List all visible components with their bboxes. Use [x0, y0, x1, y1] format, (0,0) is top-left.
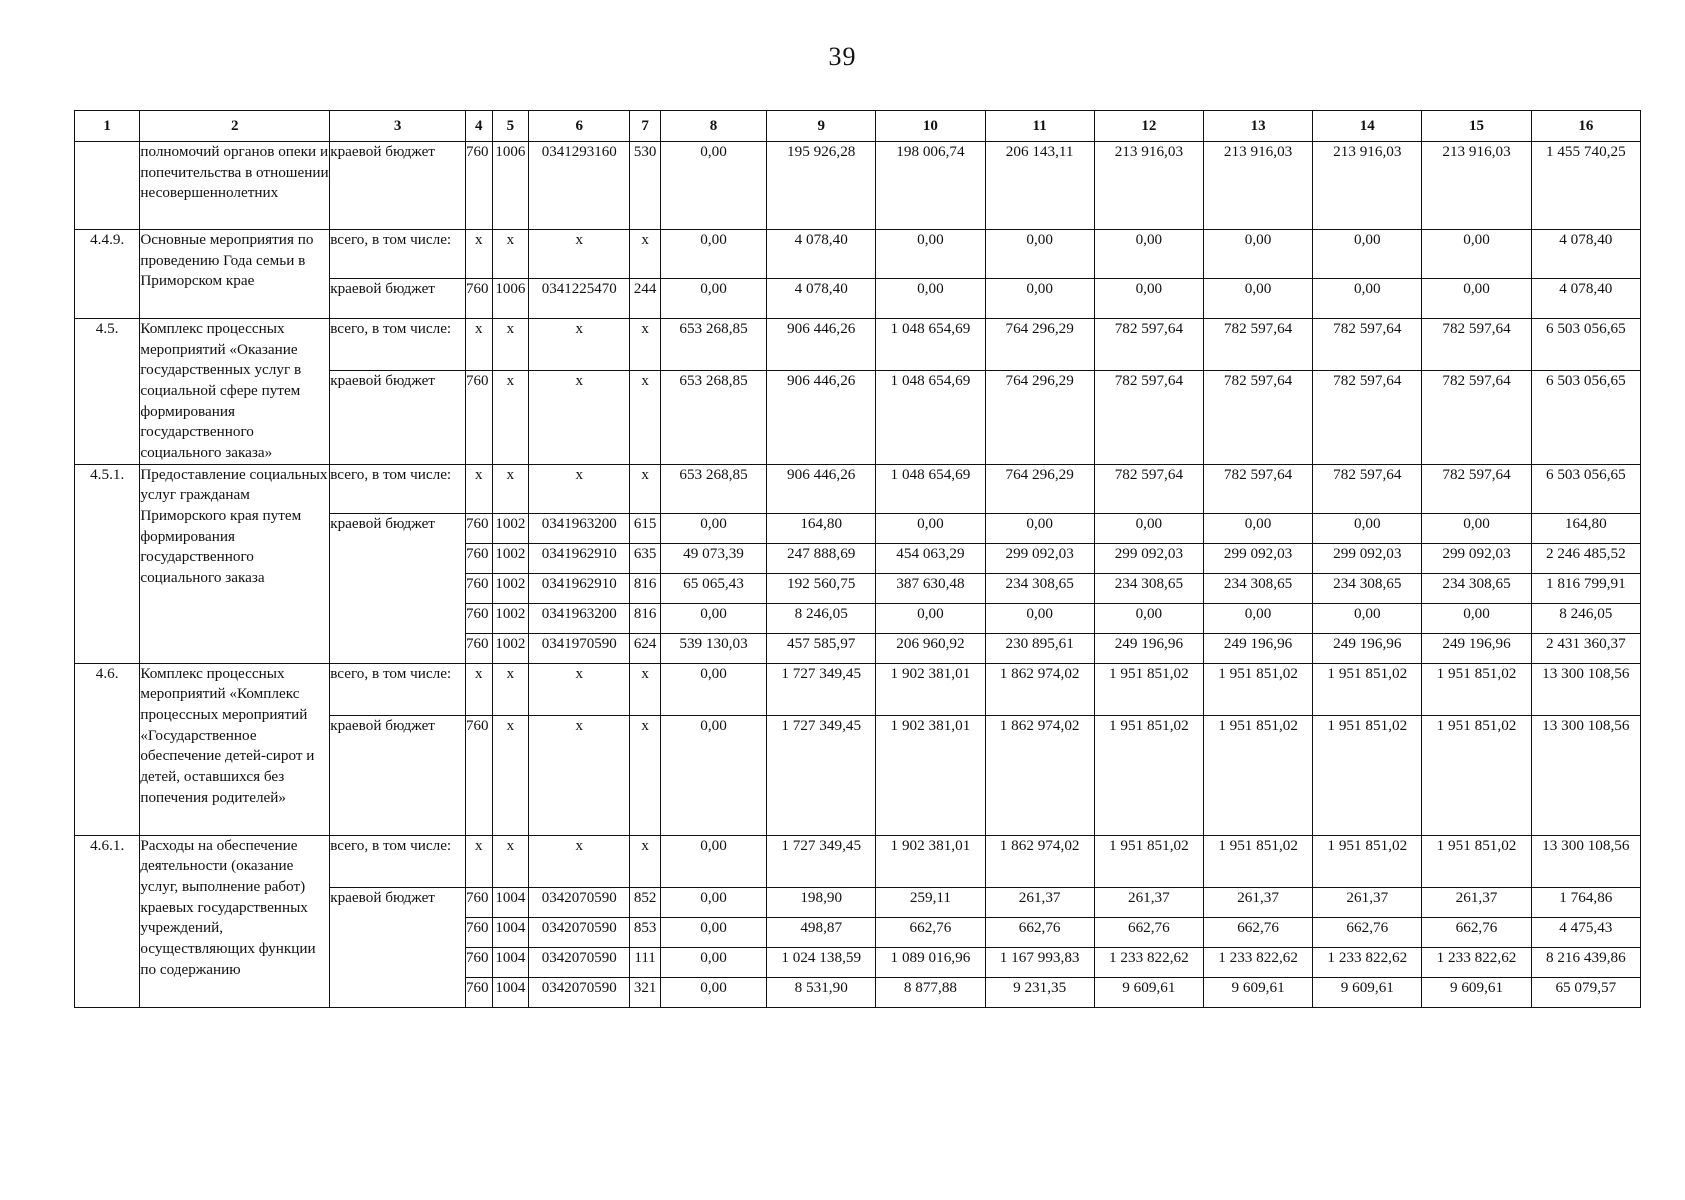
- funding-source: краевой бюджет: [330, 279, 466, 319]
- section-code: 1002: [492, 573, 529, 603]
- table-row: [75, 319, 1641, 371]
- value-cell: 662,76: [876, 917, 985, 947]
- value-cell: 782 597,64: [1094, 464, 1203, 513]
- value-total: 4 078,40: [1531, 230, 1640, 279]
- value-total: 4 078,40: [1531, 279, 1640, 319]
- value-total: 13 300 108,56: [1531, 835, 1640, 887]
- value-cell: 164,80: [767, 513, 876, 543]
- expense-type-code: х: [630, 230, 661, 279]
- value-cell: 764 296,29: [985, 464, 1094, 513]
- value-cell: 249 196,96: [1203, 633, 1312, 663]
- value-cell: 259,11: [876, 887, 985, 917]
- target-article-code: 0341225470: [529, 279, 630, 319]
- item-number: 4.6.1.: [75, 835, 140, 1007]
- section-code: х: [492, 715, 529, 835]
- value-cell: 0,00: [1203, 279, 1312, 319]
- target-article-code: 0341963200: [529, 513, 630, 543]
- value-cell: 653 268,85: [660, 371, 766, 464]
- value-cell: 261,37: [985, 887, 1094, 917]
- value-cell: 0,00: [876, 513, 985, 543]
- value-cell: 0,00: [1203, 230, 1312, 279]
- value-cell: 1 727 349,45: [767, 663, 876, 715]
- value-cell: 234 308,65: [1094, 573, 1203, 603]
- target-article-code: х: [529, 230, 630, 279]
- section-code: 1002: [492, 603, 529, 633]
- value-cell: 65 065,43: [660, 573, 766, 603]
- item-name: Основные мероприятия по проведению Года семьи в Приморском крае: [140, 230, 330, 319]
- item-number: [75, 142, 140, 230]
- section-code: 1004: [492, 947, 529, 977]
- target-article-code: 0342070590: [529, 887, 630, 917]
- value-cell: 782 597,64: [1313, 319, 1422, 371]
- section-code: 1004: [492, 917, 529, 947]
- value-cell: 782 597,64: [1422, 319, 1531, 371]
- header-cell: 7: [630, 111, 661, 142]
- value-total: 1 764,86: [1531, 887, 1640, 917]
- value-cell: 9 609,61: [1313, 977, 1422, 1007]
- value-cell: 1 233 822,62: [1313, 947, 1422, 977]
- value-cell: 299 092,03: [1313, 543, 1422, 573]
- value-total: 8 216 439,86: [1531, 947, 1640, 977]
- value-cell: 0,00: [985, 230, 1094, 279]
- grbs-code: х: [465, 835, 492, 887]
- grbs-code: 760: [465, 513, 492, 543]
- value-cell: 1 862 974,02: [985, 663, 1094, 715]
- value-cell: 782 597,64: [1094, 319, 1203, 371]
- value-cell: 0,00: [1094, 230, 1203, 279]
- table-row: [75, 230, 1641, 279]
- value-total: 164,80: [1531, 513, 1640, 543]
- value-cell: 0,00: [985, 279, 1094, 319]
- funding-source: всего, в том числе:: [330, 835, 466, 887]
- value-total: 6 503 056,65: [1531, 371, 1640, 464]
- value-cell: 192 560,75: [767, 573, 876, 603]
- value-cell: 261,37: [1094, 887, 1203, 917]
- value-cell: 0,00: [660, 835, 766, 887]
- grbs-code: 760: [465, 633, 492, 663]
- item-number: 4.5.1.: [75, 464, 140, 663]
- value-cell: 1 862 974,02: [985, 715, 1094, 835]
- target-article-code: 0342070590: [529, 977, 630, 1007]
- grbs-code: 760: [465, 977, 492, 1007]
- value-cell: 213 916,03: [1094, 142, 1203, 230]
- value-cell: 387 630,48: [876, 573, 985, 603]
- table-row: [75, 464, 1641, 513]
- item-name: Комплекс процессных мероприятий «Комплекс процессных мероприятий «Государственное обеспечение детей-сирот и детей, оставшихся без попечения родителей»: [140, 663, 330, 835]
- value-cell: 782 597,64: [1094, 371, 1203, 464]
- value-cell: 653 268,85: [660, 464, 766, 513]
- value-cell: 0,00: [660, 917, 766, 947]
- funding-source: всего, в том числе:: [330, 230, 466, 279]
- value-cell: 1 902 381,01: [876, 715, 985, 835]
- value-cell: 662,76: [1422, 917, 1531, 947]
- value-cell: 299 092,03: [985, 543, 1094, 573]
- value-cell: 653 268,85: [660, 319, 766, 371]
- grbs-code: 760: [465, 917, 492, 947]
- value-cell: 1 951 851,02: [1422, 663, 1531, 715]
- value-cell: 1 951 851,02: [1313, 663, 1422, 715]
- expense-type-code: 321: [630, 977, 661, 1007]
- value-cell: 0,00: [1094, 513, 1203, 543]
- target-article-code: 0341963200: [529, 603, 630, 633]
- value-cell: 1 951 851,02: [1422, 835, 1531, 887]
- value-cell: 230 895,61: [985, 633, 1094, 663]
- target-article-code: 0341970590: [529, 633, 630, 663]
- item-number: 4.5.: [75, 319, 140, 465]
- value-cell: 1 951 851,02: [1203, 663, 1312, 715]
- value-cell: 9 609,61: [1094, 977, 1203, 1007]
- value-cell: 906 446,26: [767, 464, 876, 513]
- page-number: 39: [828, 42, 857, 71]
- value-cell: 249 196,96: [1094, 633, 1203, 663]
- value-cell: 261,37: [1203, 887, 1312, 917]
- target-article-code: 0341962910: [529, 573, 630, 603]
- header-cell: 1: [75, 111, 140, 142]
- value-cell: 261,37: [1422, 887, 1531, 917]
- value-total: 4 475,43: [1531, 917, 1640, 947]
- section-code: х: [492, 230, 529, 279]
- section-code: 1006: [492, 279, 529, 319]
- value-cell: 9 609,61: [1422, 977, 1531, 1007]
- expense-type-code: 615: [630, 513, 661, 543]
- value-cell: 662,76: [1094, 917, 1203, 947]
- value-cell: 206 143,11: [985, 142, 1094, 230]
- value-cell: 0,00: [1094, 279, 1203, 319]
- expense-type-code: 853: [630, 917, 661, 947]
- funding-source: краевой бюджет: [330, 887, 466, 1007]
- value-cell: 1 951 851,02: [1422, 715, 1531, 835]
- value-cell: 782 597,64: [1203, 371, 1312, 464]
- funding-source: краевой бюджет: [330, 715, 466, 835]
- value-cell: 0,00: [876, 603, 985, 633]
- section-code: 1004: [492, 977, 529, 1007]
- value-cell: 1 951 851,02: [1203, 835, 1312, 887]
- funding-source: всего, в том числе:: [330, 319, 466, 371]
- value-cell: 782 597,64: [1203, 464, 1312, 513]
- header-cell: 11: [985, 111, 1094, 142]
- value-cell: 8 877,88: [876, 977, 985, 1007]
- table-row: [75, 663, 1641, 715]
- value-cell: 0,00: [1313, 279, 1422, 319]
- grbs-code: 760: [465, 142, 492, 230]
- grbs-code: 760: [465, 603, 492, 633]
- value-cell: 0,00: [985, 603, 1094, 633]
- section-code: 1006: [492, 142, 529, 230]
- target-article-code: х: [529, 835, 630, 887]
- value-cell: 0,00: [660, 947, 766, 977]
- section-code: 1004: [492, 887, 529, 917]
- grbs-code: х: [465, 230, 492, 279]
- value-total: 13 300 108,56: [1531, 715, 1640, 835]
- value-cell: 906 446,26: [767, 319, 876, 371]
- expense-type-code: 635: [630, 543, 661, 573]
- section-code: х: [492, 371, 529, 464]
- value-cell: 261,37: [1313, 887, 1422, 917]
- value-cell: 0,00: [876, 230, 985, 279]
- value-cell: 1 727 349,45: [767, 715, 876, 835]
- value-cell: 0,00: [1422, 513, 1531, 543]
- target-article-code: х: [529, 663, 630, 715]
- value-total: 6 503 056,65: [1531, 464, 1640, 513]
- value-cell: 498,87: [767, 917, 876, 947]
- budget-table: [74, 110, 1641, 1008]
- expense-type-code: 624: [630, 633, 661, 663]
- header-cell: 13: [1203, 111, 1312, 142]
- grbs-code: 760: [465, 887, 492, 917]
- section-code: 1002: [492, 543, 529, 573]
- table-row: [75, 142, 1641, 230]
- section-code: х: [492, 663, 529, 715]
- value-cell: 1 951 851,02: [1094, 715, 1203, 835]
- value-cell: 234 308,65: [1422, 573, 1531, 603]
- grbs-code: 760: [465, 573, 492, 603]
- header-cell: 3: [330, 111, 466, 142]
- value-cell: 764 296,29: [985, 371, 1094, 464]
- value-cell: 0,00: [1422, 279, 1531, 319]
- target-article-code: 0341962910: [529, 543, 630, 573]
- section-code: 1002: [492, 513, 529, 543]
- value-cell: 9 231,35: [985, 977, 1094, 1007]
- value-cell: 782 597,64: [1203, 319, 1312, 371]
- target-article-code: 0341293160: [529, 142, 630, 230]
- header-cell: 9: [767, 111, 876, 142]
- grbs-code: х: [465, 663, 492, 715]
- value-cell: 0,00: [660, 715, 766, 835]
- header-cell: 6: [529, 111, 630, 142]
- value-cell: 213 916,03: [1203, 142, 1312, 230]
- value-cell: 0,00: [660, 887, 766, 917]
- value-cell: 198,90: [767, 887, 876, 917]
- item-name: Предоставление социальных услуг гражданам Приморского края путем формирования государственного социального заказа: [140, 464, 330, 663]
- expense-type-code: 530: [630, 142, 661, 230]
- value-cell: 247 888,69: [767, 543, 876, 573]
- value-cell: 1 233 822,62: [1422, 947, 1531, 977]
- value-cell: 906 446,26: [767, 371, 876, 464]
- value-cell: 49 073,39: [660, 543, 766, 573]
- value-cell: 299 092,03: [1203, 543, 1312, 573]
- value-cell: 1 233 822,62: [1203, 947, 1312, 977]
- section-code: х: [492, 835, 529, 887]
- value-cell: 0,00: [1313, 603, 1422, 633]
- value-cell: 662,76: [1313, 917, 1422, 947]
- item-number: 4.4.9.: [75, 230, 140, 319]
- value-cell: 1 951 851,02: [1203, 715, 1312, 835]
- value-cell: 4 078,40: [767, 279, 876, 319]
- value-cell: 0,00: [985, 513, 1094, 543]
- expense-type-code: х: [630, 464, 661, 513]
- value-cell: 249 196,96: [1313, 633, 1422, 663]
- expense-type-code: 244: [630, 279, 661, 319]
- value-cell: 0,00: [876, 279, 985, 319]
- value-cell: 1 048 654,69: [876, 464, 985, 513]
- header-cell: 8: [660, 111, 766, 142]
- header-cell: 2: [140, 111, 330, 142]
- value-cell: 1 902 381,01: [876, 835, 985, 887]
- expense-type-code: х: [630, 371, 661, 464]
- grbs-code: 760: [465, 279, 492, 319]
- value-total: 6 503 056,65: [1531, 319, 1640, 371]
- table-row: [75, 835, 1641, 887]
- value-cell: 8 531,90: [767, 977, 876, 1007]
- value-total: 8 246,05: [1531, 603, 1640, 633]
- target-article-code: 0342070590: [529, 947, 630, 977]
- expense-type-code: х: [630, 835, 661, 887]
- section-code: 1002: [492, 633, 529, 663]
- value-cell: 195 926,28: [767, 142, 876, 230]
- header-cell: 4: [465, 111, 492, 142]
- grbs-code: х: [465, 319, 492, 371]
- value-cell: 0,00: [1313, 513, 1422, 543]
- grbs-code: 760: [465, 947, 492, 977]
- target-article-code: 0342070590: [529, 917, 630, 947]
- value-cell: 249 196,96: [1422, 633, 1531, 663]
- value-cell: 1 727 349,45: [767, 835, 876, 887]
- header-cell: 12: [1094, 111, 1203, 142]
- expense-type-code: 852: [630, 887, 661, 917]
- value-cell: 1 951 851,02: [1313, 835, 1422, 887]
- header-row: [75, 111, 1641, 142]
- item-name: Расходы на обеспечение деятельности (оказание услуг, выполнение работ) краевых государственных учреждений, осуществляющих функции по содержанию: [140, 835, 330, 1007]
- value-cell: 1 167 993,83: [985, 947, 1094, 977]
- value-total: 1 816 799,91: [1531, 573, 1640, 603]
- value-cell: 4 078,40: [767, 230, 876, 279]
- grbs-code: 760: [465, 543, 492, 573]
- value-cell: 1 862 974,02: [985, 835, 1094, 887]
- value-cell: 234 308,65: [1313, 573, 1422, 603]
- funding-source: краевой бюджет: [330, 142, 466, 230]
- value-cell: 782 597,64: [1422, 464, 1531, 513]
- value-cell: 0,00: [660, 663, 766, 715]
- value-cell: 1 951 851,02: [1313, 715, 1422, 835]
- value-cell: 0,00: [1313, 230, 1422, 279]
- header-cell: 16: [1531, 111, 1640, 142]
- expense-type-code: 111: [630, 947, 661, 977]
- value-cell: 1 233 822,62: [1094, 947, 1203, 977]
- value-cell: 9 609,61: [1203, 977, 1312, 1007]
- value-cell: 1 048 654,69: [876, 319, 985, 371]
- value-cell: 0,00: [1203, 603, 1312, 633]
- value-cell: 662,76: [985, 917, 1094, 947]
- value-cell: 764 296,29: [985, 319, 1094, 371]
- section-code: х: [492, 464, 529, 513]
- item-number: 4.6.: [75, 663, 140, 835]
- value-cell: 1 024 138,59: [767, 947, 876, 977]
- value-cell: 782 597,64: [1313, 371, 1422, 464]
- header-cell: 5: [492, 111, 529, 142]
- funding-source: всего, в том числе:: [330, 464, 466, 513]
- section-code: х: [492, 319, 529, 371]
- expense-type-code: х: [630, 663, 661, 715]
- header-cell: 15: [1422, 111, 1531, 142]
- target-article-code: х: [529, 715, 630, 835]
- expense-type-code: 816: [630, 603, 661, 633]
- value-total: 13 300 108,56: [1531, 663, 1640, 715]
- target-article-code: х: [529, 319, 630, 371]
- value-cell: 213 916,03: [1313, 142, 1422, 230]
- value-cell: 213 916,03: [1422, 142, 1531, 230]
- value-cell: 1 089 016,96: [876, 947, 985, 977]
- value-cell: 782 597,64: [1422, 371, 1531, 464]
- expense-type-code: х: [630, 319, 661, 371]
- value-cell: 539 130,03: [660, 633, 766, 663]
- header-cell: 10: [876, 111, 985, 142]
- value-cell: 0,00: [660, 279, 766, 319]
- value-cell: 1 902 381,01: [876, 663, 985, 715]
- value-cell: 0,00: [1422, 603, 1531, 633]
- value-total: 2 431 360,37: [1531, 633, 1640, 663]
- value-cell: 299 092,03: [1422, 543, 1531, 573]
- value-cell: 0,00: [1094, 603, 1203, 633]
- value-cell: 0,00: [660, 142, 766, 230]
- grbs-code: х: [465, 464, 492, 513]
- grbs-code: 760: [465, 715, 492, 835]
- value-cell: 0,00: [660, 513, 766, 543]
- value-cell: 234 308,65: [1203, 573, 1312, 603]
- funding-source: краевой бюджет: [330, 513, 466, 663]
- value-cell: 1 951 851,02: [1094, 835, 1203, 887]
- value-cell: 206 960,92: [876, 633, 985, 663]
- value-cell: 0,00: [660, 977, 766, 1007]
- header-cell: 14: [1313, 111, 1422, 142]
- value-cell: 0,00: [1422, 230, 1531, 279]
- value-cell: 0,00: [1203, 513, 1312, 543]
- value-total: 1 455 740,25: [1531, 142, 1640, 230]
- item-name: полномочий органов опеки и попечительства в отношении несовершеннолетних: [140, 142, 330, 230]
- expense-type-code: х: [630, 715, 661, 835]
- value-cell: 782 597,64: [1313, 464, 1422, 513]
- value-total: 2 246 485,52: [1531, 543, 1640, 573]
- target-article-code: х: [529, 464, 630, 513]
- value-cell: 457 585,97: [767, 633, 876, 663]
- value-total: 65 079,57: [1531, 977, 1640, 1007]
- value-cell: 0,00: [660, 230, 766, 279]
- value-cell: 8 246,05: [767, 603, 876, 633]
- value-cell: 1 951 851,02: [1094, 663, 1203, 715]
- item-name: Комплекс процессных мероприятий «Оказание государственных услуг в социальной сфере путем формирования государственного социального заказа»: [140, 319, 330, 465]
- value-cell: 0,00: [660, 603, 766, 633]
- funding-source: всего, в том числе:: [330, 663, 466, 715]
- value-cell: 1 048 654,69: [876, 371, 985, 464]
- expense-type-code: 816: [630, 573, 661, 603]
- funding-source: краевой бюджет: [330, 371, 466, 464]
- value-cell: 454 063,29: [876, 543, 985, 573]
- value-cell: 234 308,65: [985, 573, 1094, 603]
- value-cell: 662,76: [1203, 917, 1312, 947]
- target-article-code: х: [529, 371, 630, 464]
- value-cell: 299 092,03: [1094, 543, 1203, 573]
- value-cell: 198 006,74: [876, 142, 985, 230]
- grbs-code: 760: [465, 371, 492, 464]
